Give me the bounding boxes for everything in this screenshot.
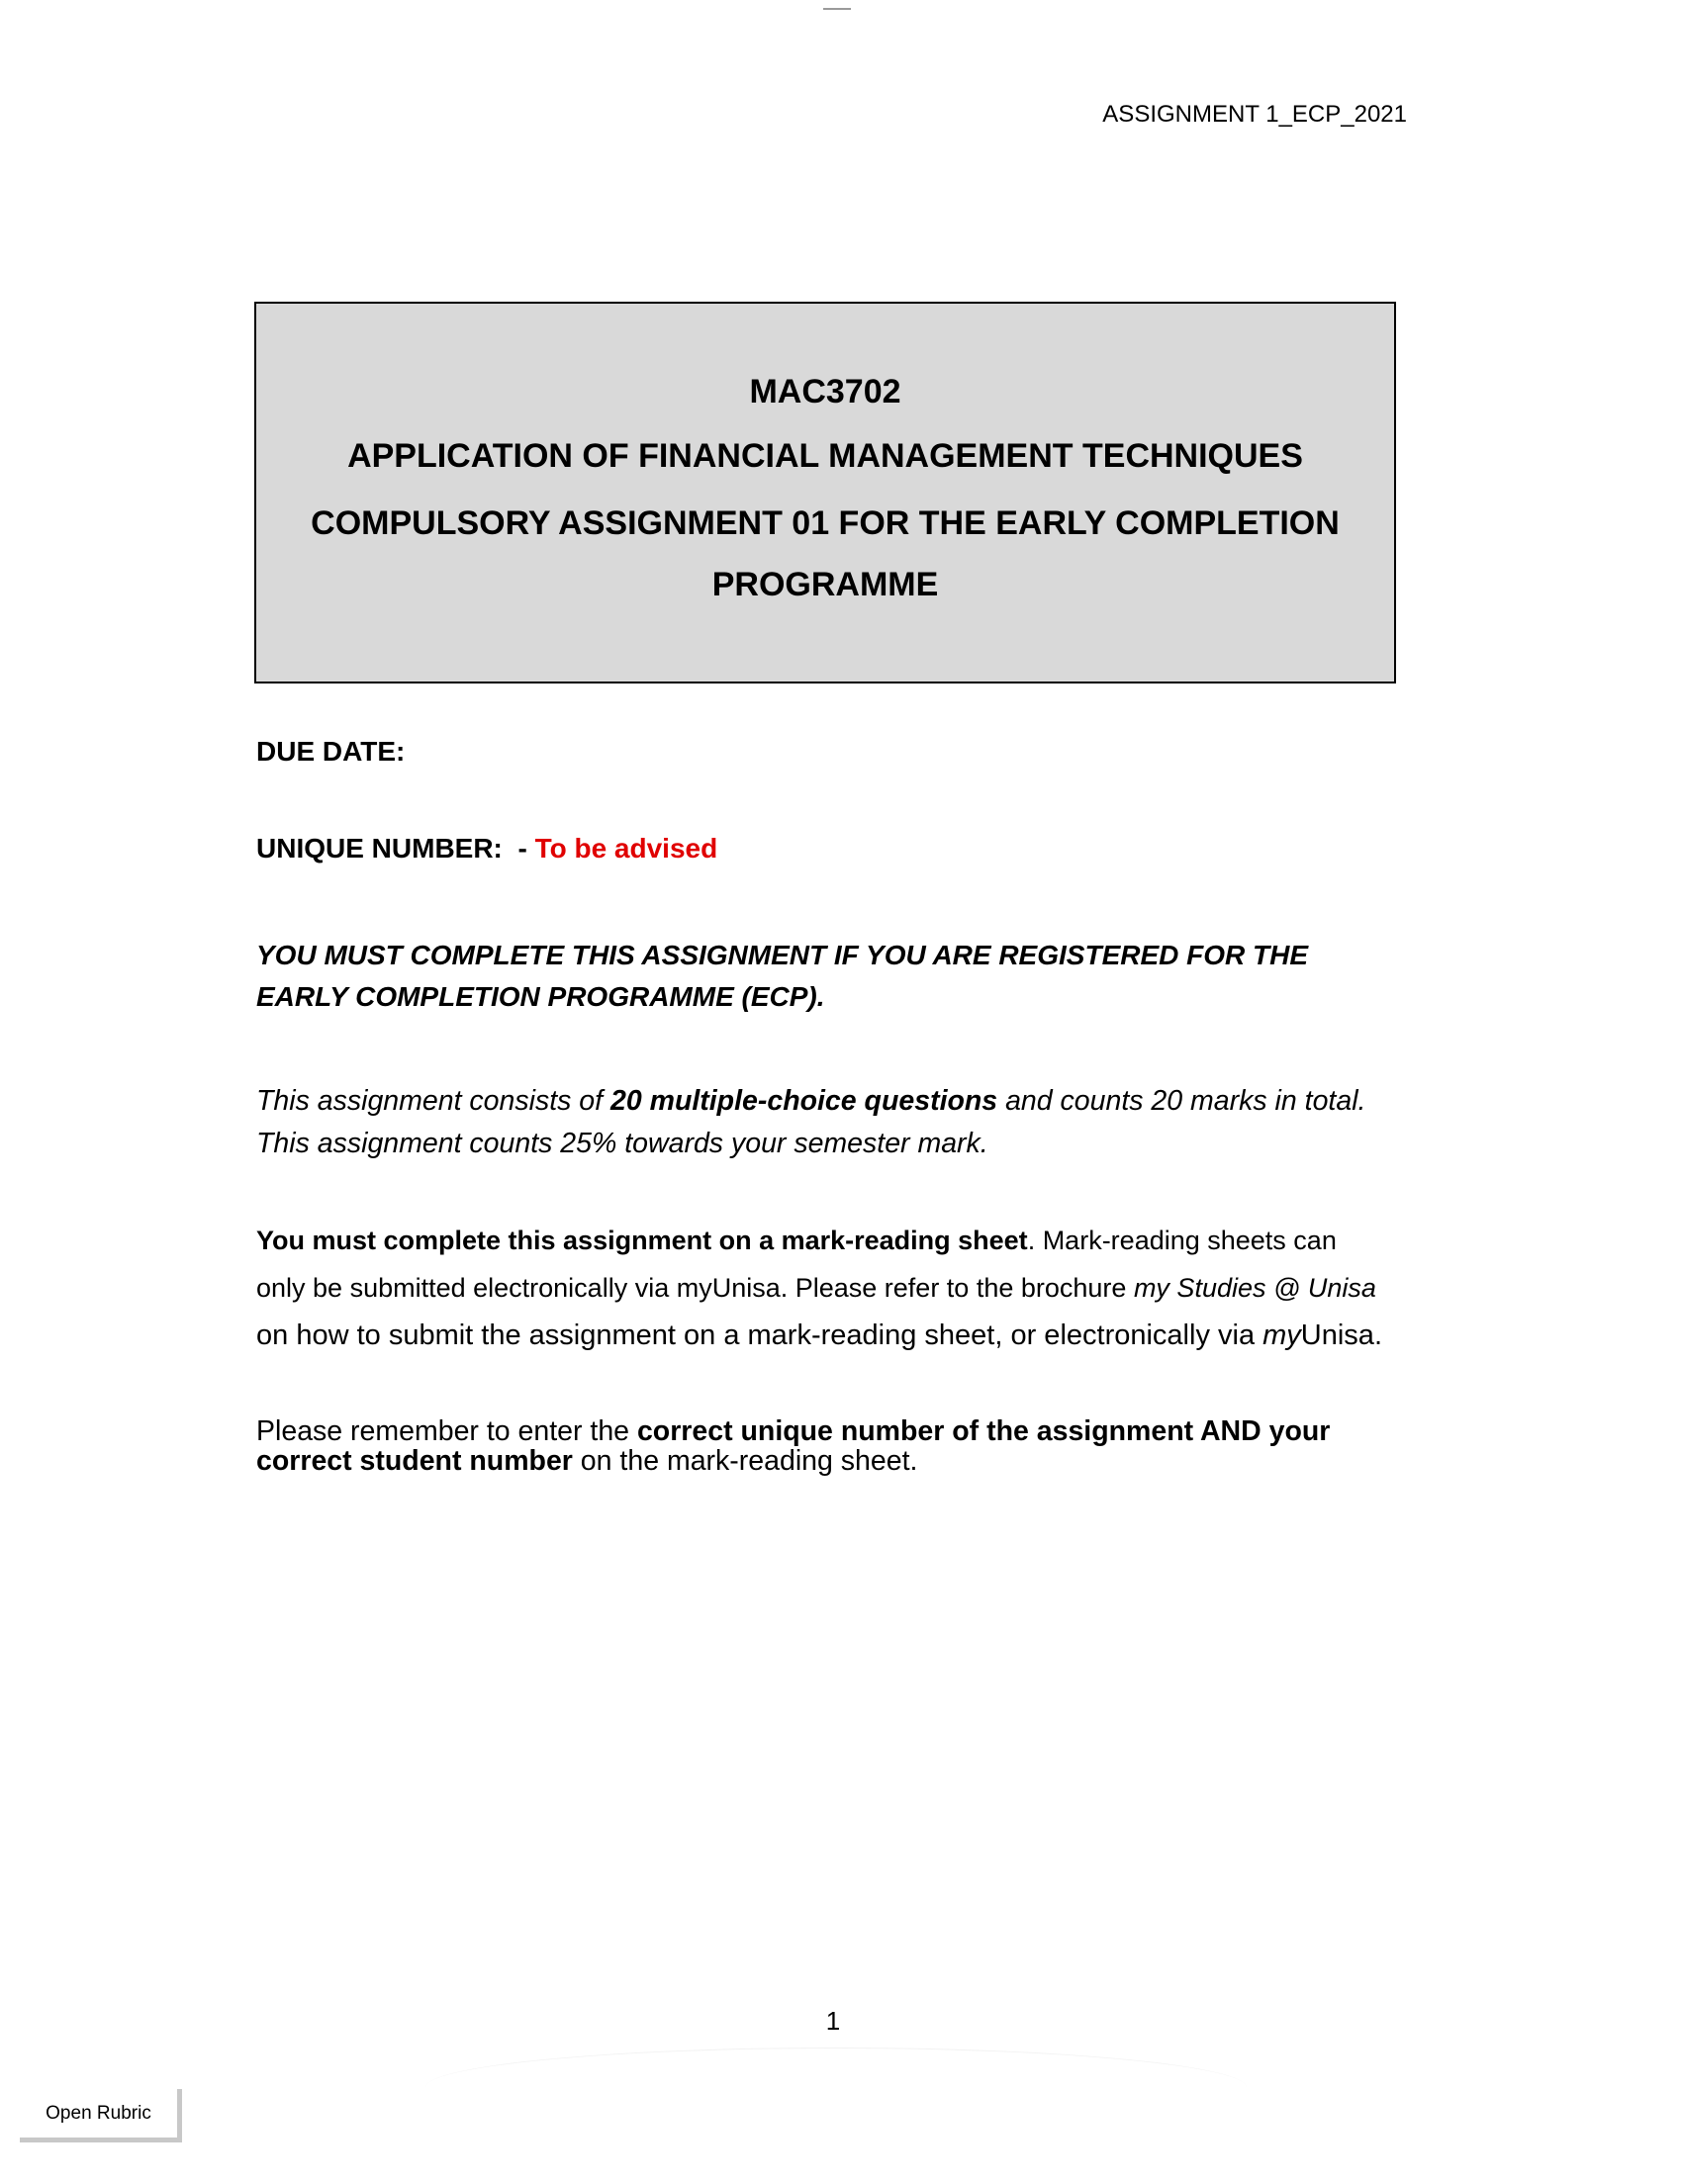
- reminder-text: Please remember to enter the: [256, 1415, 637, 1447]
- unique-number-label: UNIQUE NUMBER:: [256, 833, 503, 864]
- open-rubric-button[interactable]: Open Rubric: [20, 2089, 182, 2142]
- page-number: 1: [825, 2006, 841, 2036]
- sheet-line: [256, 1217, 1404, 1264]
- assignment-intro: [256, 1080, 1404, 1165]
- notice-line: YOU MUST COMPLETE THIS ASSIGNMENT IF YOU ARE REGISTERED FOR THE: [256, 940, 1309, 970]
- assignment-title-line: PROGRAMME: [711, 566, 939, 603]
- due-date-label: DUE DATE:: [256, 736, 406, 767]
- assignment-title-line: COMPULSORY ASSIGNMENT 01 FOR THE EARLY COMPLETION: [311, 504, 1340, 542]
- sheet-italic: my: [1262, 1320, 1301, 1351]
- reminder-text: on the mark-reading sheet.: [572, 1445, 918, 1477]
- notice-line: EARLY COMPLETION PROGRAMME (ECP).: [256, 981, 825, 1012]
- mark-reading-instructions: [256, 1217, 1404, 1359]
- top-mark: [823, 8, 851, 10]
- brochure-title: my Studies @ Unisa: [1133, 1273, 1376, 1303]
- reminder-bold: correct unique number of the assignment AND your: [636, 1415, 1331, 1447]
- sheet-text: . Mark-reading sheets can: [1027, 1226, 1337, 1255]
- intro-bold: 20 multiple-choice questions: [609, 1085, 998, 1117]
- unique-number: [256, 833, 1404, 864]
- sheet-text: Unisa.: [1300, 1320, 1382, 1351]
- sheet-line: [256, 1312, 1404, 1359]
- reminder-line: [256, 1446, 1404, 1476]
- sheet-text: only be submitted electronically via myUnisa. Please refer to the brochure: [256, 1273, 1134, 1303]
- reminder: [256, 1416, 1404, 1476]
- decorative-arc: [425, 2048, 1247, 2128]
- ecp-notice: [256, 935, 1404, 1018]
- intro-line: This assignment counts 25% towards your semester mark.: [256, 1128, 988, 1159]
- sheet-line: [256, 1264, 1404, 1312]
- running-header: ASSIGNMENT 1_ECP_2021: [1102, 101, 1407, 128]
- intro-text: This assignment consists of: [256, 1085, 610, 1117]
- intro-line: [256, 1080, 1404, 1123]
- reminder-bold: correct student number: [256, 1445, 573, 1477]
- course-title: APPLICATION OF FINANCIAL MANAGEMENT TECHNIQUES: [347, 437, 1303, 475]
- sheet-text: on how to submit the assignment on a mark-reading sheet, or electronically via: [256, 1320, 1263, 1351]
- intro-text: and counts 20 marks in total.: [997, 1085, 1366, 1117]
- course-code: MAC3702: [749, 373, 901, 410]
- reminder-line: [256, 1416, 1404, 1446]
- title-box: [254, 302, 1396, 683]
- unique-number-value: To be advised: [534, 833, 718, 864]
- unique-number-separator: -: [510, 833, 535, 864]
- sheet-bold: You must complete this assignment on a mark-reading sheet: [256, 1226, 1028, 1255]
